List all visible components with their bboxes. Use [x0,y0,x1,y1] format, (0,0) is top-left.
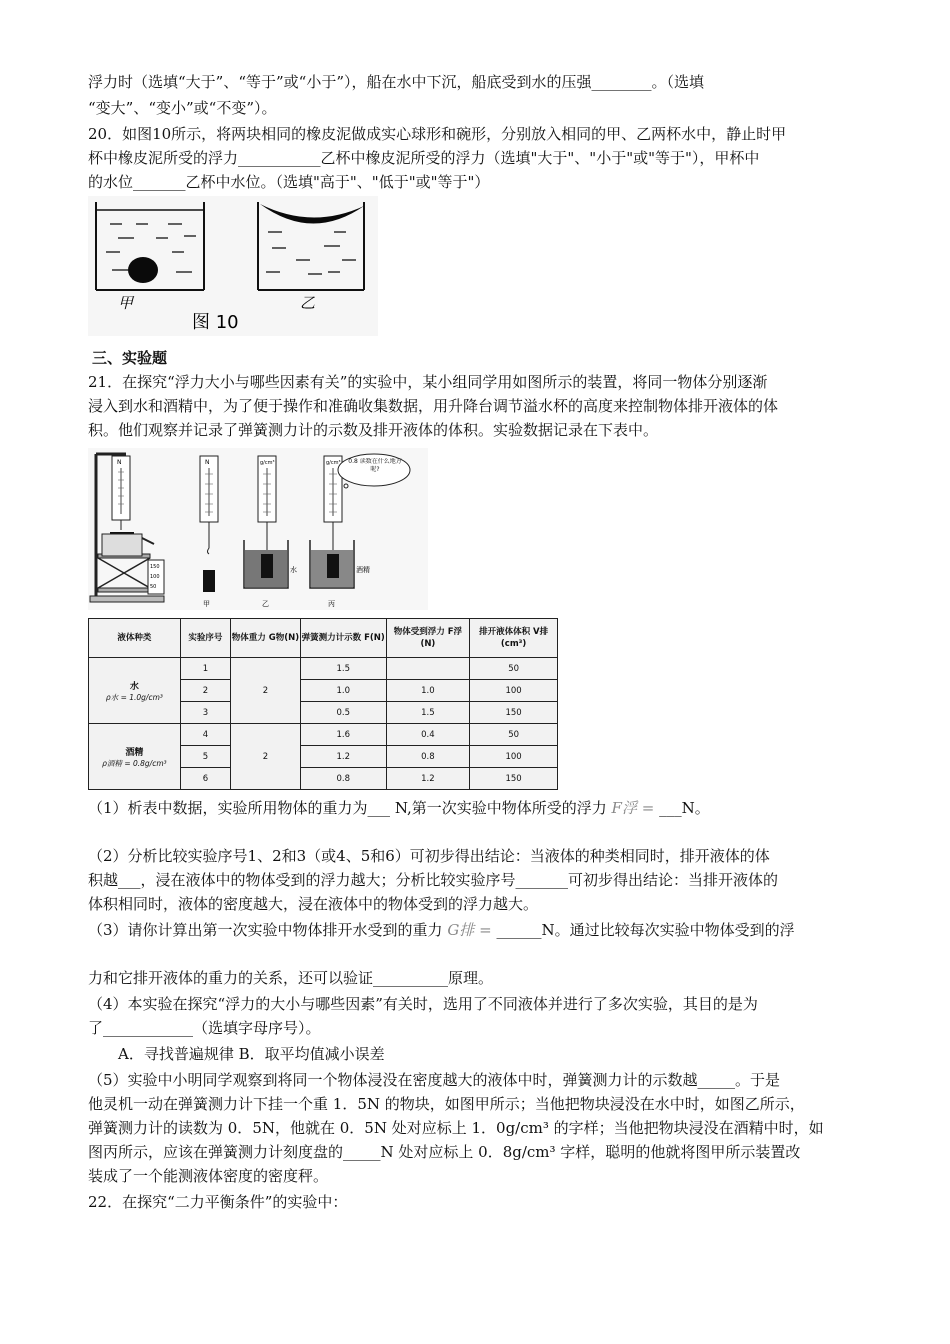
table-row: 5 1.2 0.8 100 [89,746,558,768]
subquestion-5-line: 装成了一个能测液体密度的密度秤。 [88,1167,329,1185]
table-header: 物体重力 G物(N) [231,619,301,658]
subquestion-4-options: A．寻找普遍规律 B．取平均值减小误差 [118,1045,385,1063]
liquid-cell-water: 水 ρ水 = 1.0g/cm³ [89,658,181,724]
weight-cell: 2 [231,658,301,724]
subquestion-3-line: 力和它排开液体的重力的关系，还可以验证__________原理。 [88,969,494,987]
label-jia: 甲 [203,600,210,608]
svg-text:N: N [205,459,210,466]
question-20-line: 的水位_______乙杯中水位。（选填"高于"、"低于"或"等于"） [88,173,490,191]
label-jia: 甲 [118,294,134,312]
question-21-line: 积。他们观察并记录了弹簧测力计的示数及排开液体的体积。实验数据记录在下表中。 [88,421,659,439]
table-header: 物体受到浮力 F浮(N) [386,619,470,658]
subquestion-5-line: 弹簧测力计的读数为 0．5N，他就在 0．5N 处对应标上 1．0g/cm³ 的字样；当他把物块浸没在酒精中时，如 [88,1119,824,1137]
label-bing: 丙 [328,600,335,608]
question-22: 22．在探究“二力平衡条件”的实验中： [88,1193,348,1211]
table-header-row [89,619,558,658]
svg-text:100: 100 [150,574,160,580]
formula-g-displaced: G排 = [447,921,492,939]
subquestion-5-line: （5）实验中小明同学观察到将同一个物体浸没在密度越大的液体中时，弹簧测力计的示数越_____。于是 [88,1071,781,1089]
subquestion-2-line: 体积相同时，液体的密度越大，浸在液体中的物体受到的浮力越大。 [88,895,539,913]
svg-text:g/cm³: g/cm³ [260,460,275,466]
subquestion-1: （1）析表中数据，实验所用物体的重力为___ N,第一次实验中物体所受的浮力 F浮 = ___N。 [88,799,710,817]
data-table [88,618,558,790]
subquestion-5-line: 图丙所示，应该在弹簧测力计刻度盘的_____N 处对应标上 0．8g/cm³ 字样，聪明的他就将图甲所示装置改 [88,1143,801,1161]
figure-21-apparatus [88,448,428,610]
thought-bubble-text: 0.8 读数在什么地方呢? [348,458,402,473]
question-21-line: 浸入到水和酒精中，为了便于操作和准确收集数据，用升降台调节溢水杯的高度来控制物体排开液体的体 [88,397,779,415]
table-header: 实验序号 [180,619,230,658]
subquestion-4-line: 了____________（选填字母序号）。 [88,1019,321,1037]
clay-sphere [128,257,158,283]
table-row: 酒精 ρ酒精 = 0.8g/cm³ 4 2 1.6 0.4 50 [89,724,558,746]
liquid-cell-alcohol: 酒精 ρ酒精 = 0.8g/cm³ [89,724,181,790]
section-heading: 三、实验题 [92,349,168,367]
text-line: “变大”、“变小”或“不变”）。 [88,99,277,117]
formula-f-buoyancy: F浮 = [611,799,655,817]
figure-10 [88,196,378,336]
question-21-line: 21．在探究“浮力大小与哪些因素有关”的实验中，某小组同学用如图所示的装置，将同一物体分别逐渐 [88,373,768,391]
measuring-beaker [148,560,164,594]
svg-text:g/cm³: g/cm³ [326,460,341,466]
subquestion-4-line: （4）本实验在探究“浮力的大小与哪些因素”有关时，选用了不同液体并进行了多次实验，其目的是为 [88,995,758,1013]
tag-water: 水 [290,566,297,574]
tag-alcohol: 酒精 [356,566,370,574]
table-row: 3 0.5 1.5 150 [89,702,558,724]
subquestion-5-line: 他灵机一动在弹簧测力计下挂一个重 1．5N 的物块，如图甲所示；当他把物块浸没在水中时，如图乙所示， [88,1095,805,1113]
subquestion-2-line: 积越___，浸在液体中的物体受到的浮力越大；分析比较实验序号_______可初步得出结论：当排开液体的 [88,871,779,889]
svg-text:50: 50 [150,584,157,590]
table-header: 弹簧测力计示数 F(N) [300,619,386,658]
subquestion-3: （3）请你计算出第一次实验中物体排开水受到的重力 G排 = ______N。通过比较每次实验中物体受到的浮 [88,921,795,939]
question-20-line: 杯中橡皮泥所受的浮力___________乙杯中橡皮泥所受的浮力（选填"大于"、"小于"或"等于"），甲杯中 [88,149,760,167]
table-row: 6 0.8 1.2 150 [89,768,558,790]
table-header: 排开液体体积 V排(cm³) [470,619,558,658]
svg-text:150: 150 [150,564,160,570]
table-header: 液体种类 [89,619,181,658]
table-row: 2 1.0 1.0 100 [89,680,558,702]
unit-label: N [117,459,122,466]
label-yi: 乙 [262,600,269,608]
figure-caption: 图 10 [192,312,239,333]
label-yi: 乙 [300,294,316,312]
question-20-line: 20．如图10所示，将两块相同的橡皮泥做成实心球形和碗形，分别放入相同的甲、乙两杯水中，静止时甲 [88,125,787,143]
text-line: 浮力时（选填“大于”、“等于”或“小于”），船在水中下沉，船底受到水的压强________。（选填 [88,73,705,91]
weight-cell: 2 [231,724,301,790]
subquestion-2-line: （2）分析比较实验序号1、2和3（或4、5和6）可初步得出结论：当液体的种类相同时，排开液体的体 [88,847,770,865]
table-row: 水 ρ水 = 1.0g/cm³ 1 2 1.5 50 [89,658,558,680]
